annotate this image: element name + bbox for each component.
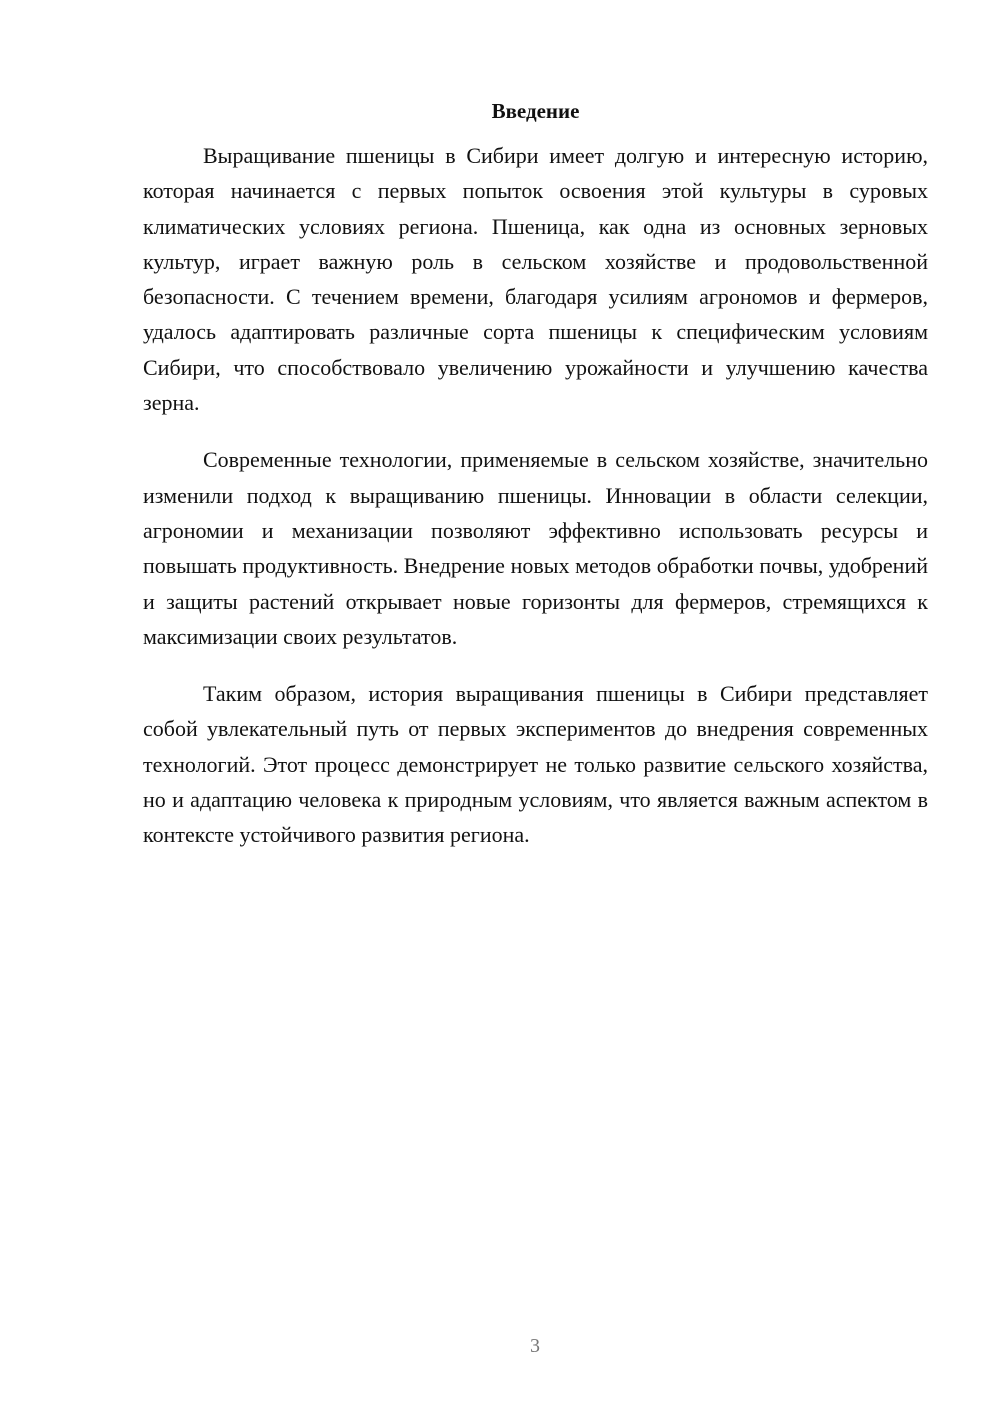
paragraph-3: Таким образом, история выращивания пшеницы в Сибири представляет собой увлекательный путь от первых экспериментов до внедрения современных технологий. Этот процесс демонстрирует не только развитие сельского хозяйства, но и адаптацию человека к природным условиям, что является важным аспектом в контексте устойчивого развития региона. xyxy=(143,681,928,848)
section-title: Введение xyxy=(491,99,580,123)
paragraph-2: Современные технологии, применяемые в сельском хозяйстве, значительно изменили подход к выращиванию пшеницы. Инновации в области селекции, агрономии и механизации позволяют эффективно использовать ресурсы и повышать продуктивность. Внедрение новых методов обработки почвы, удобрений и защиты растений открывает новые горизонты для фермеров, стремящихся к максимизации своих результатов. xyxy=(143,447,928,649)
paragraph-1: Выращивание пшеницы в Сибири имеет долгую и интересную историю, которая начинается с первых попыток освоения этой культуры в суровых климатических условиях региона. Пшеница, как одна из основных зерновых культур, играет важную роль в сельском хозяйстве и продовольственной безопасности. С течением времени, благодаря усилиям агрономов и фермеров, удалось адаптировать различные сорта пшеницы к специфическим условиям Сибири, что способствовало увеличению урожайности и улучшению качества зерна. xyxy=(143,143,928,416)
page-number: 3 xyxy=(530,1335,540,1357)
page-content xyxy=(143,96,928,875)
